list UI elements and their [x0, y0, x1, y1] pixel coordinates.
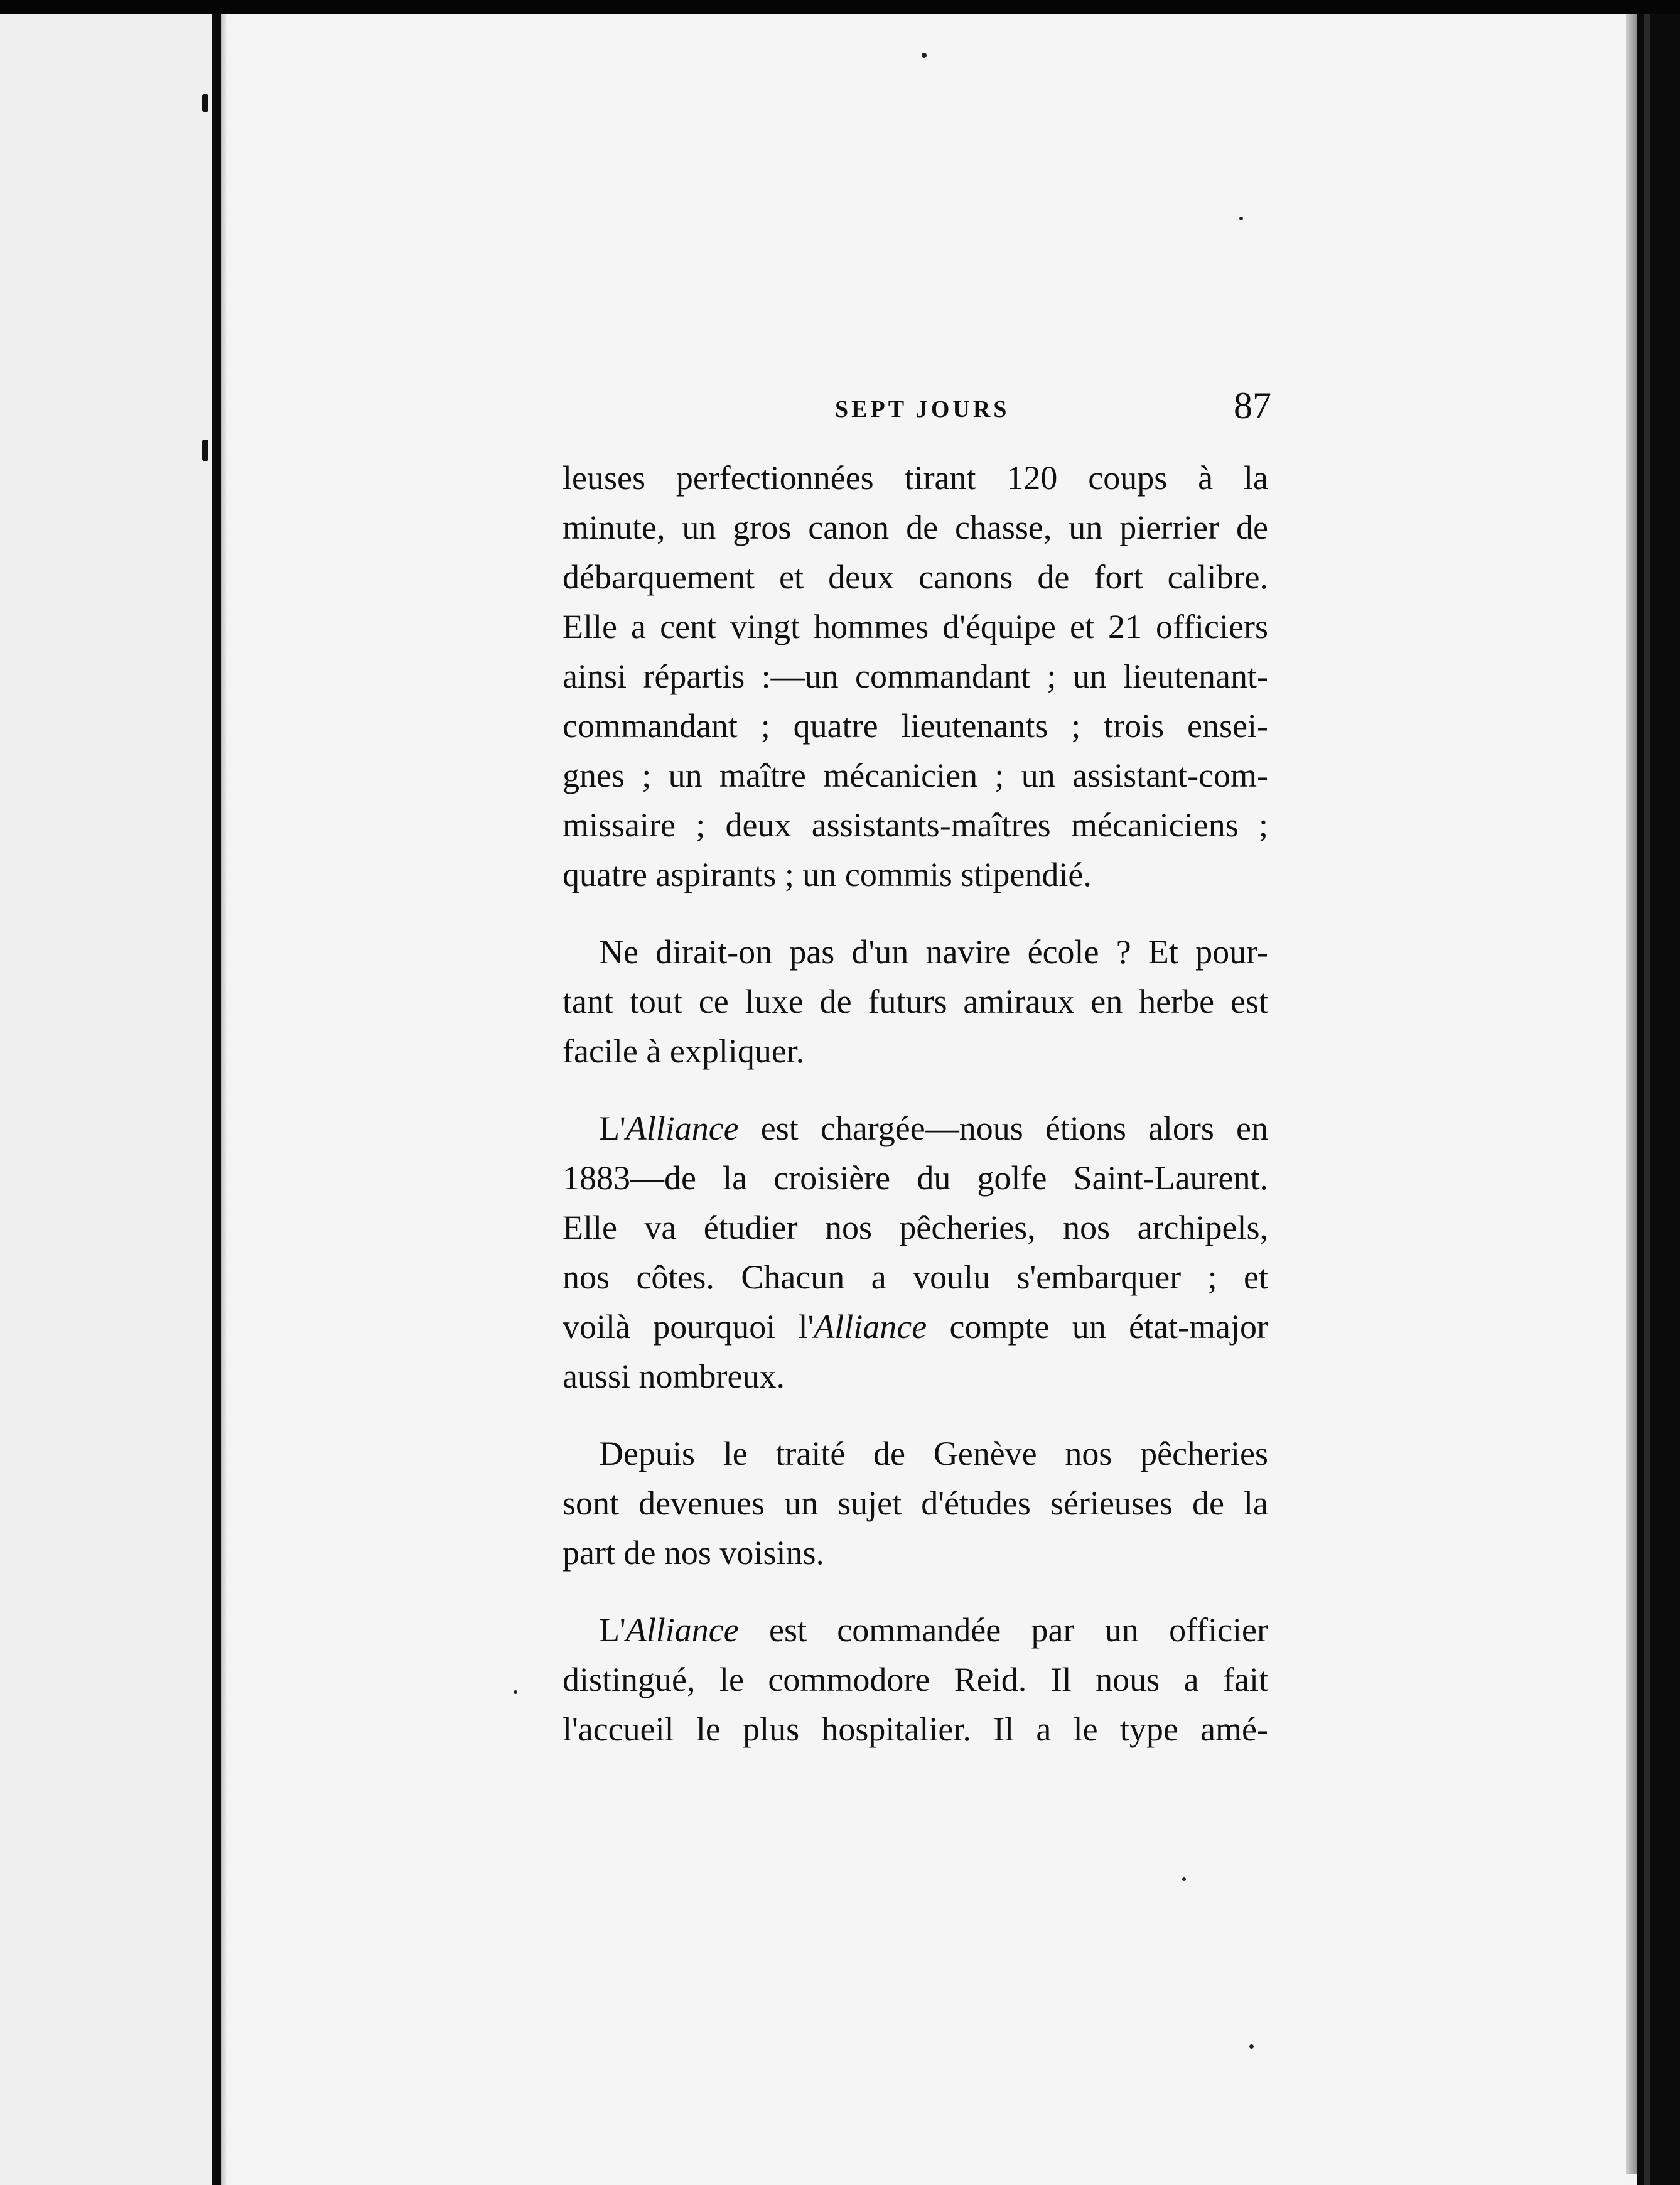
scan-speck	[514, 1690, 517, 1694]
text-line: Ne dirait-on pas d'un navire école ? Et pour-	[599, 933, 1268, 971]
text-line: Elle a cent vingt hommes d'équipe et 21 officiers	[563, 608, 1268, 645]
ship-name: Alliance	[625, 1611, 739, 1649]
scan-speck	[922, 53, 927, 58]
paragraph-gap	[563, 1401, 1268, 1429]
text-line: débarquement et deux canons de fort calibre.	[563, 558, 1268, 596]
paragraph-gap	[563, 900, 1268, 927]
text-line: minute, un gros canon de chasse, un pierrier de	[563, 509, 1268, 546]
text-line	[563, 1302, 1268, 1352]
text-line: facile à expliquer.	[563, 1032, 805, 1070]
page-number: 87	[1234, 385, 1271, 426]
line-segment: voilà pourquoi l'	[563, 1308, 814, 1346]
text-line: nos côtes. Chacun a voulu s'embarquer ; et	[563, 1258, 1268, 1296]
running-head: SEPT JOURS	[835, 396, 1010, 423]
text-line: leuses perfectionnées tirant 120 coups à la	[563, 459, 1268, 497]
book-gutter	[212, 14, 221, 2185]
ship-name: Alliance	[625, 1109, 739, 1147]
text-line: commandant ; quatre lieutenants ; trois ensei-	[563, 707, 1268, 745]
text-line: 1883—de la croisière du golfe Saint-Laurent.	[563, 1159, 1268, 1197]
line-segment: est commandée par un officier	[738, 1611, 1268, 1649]
scan-speck	[1182, 1877, 1186, 1881]
scan-top-border	[0, 0, 1680, 14]
text-line: aussi nombreux.	[563, 1357, 785, 1395]
line-segment: L'	[599, 1611, 626, 1649]
text-line: tant tout ce luxe de futurs amiraux en herbe est	[563, 983, 1268, 1020]
text-line: Elle va étudier nos pêcheries, nos archipels,	[563, 1209, 1268, 1246]
gutter-shadow	[221, 14, 227, 2185]
text-line: ainsi répartis :—un commandant ; un lieutenant-	[563, 657, 1268, 695]
body-text	[563, 453, 1268, 1754]
scan-speck	[1239, 217, 1243, 220]
text-line: missaire ; deux assistants-maîtres mécaniciens ;	[563, 806, 1268, 844]
text-line: Depuis le traité de Genève nos pêcheries	[599, 1435, 1268, 1472]
text-line: distingué, le commodore Reid. Il nous a fait	[563, 1661, 1268, 1698]
scan-speck	[1249, 2044, 1254, 2049]
text-line: sont devenues un sujet d'études sérieuses de la	[563, 1484, 1268, 1522]
text-line: l'accueil le plus hospitalier. Il a le type amé-	[563, 1710, 1268, 1748]
ship-name: Alliance	[814, 1308, 927, 1346]
edge-mark	[202, 440, 208, 461]
facing-page-margin	[0, 14, 213, 2185]
line-segment: est chargée—nous étions alors en	[738, 1109, 1268, 1147]
paragraph-gap	[563, 1578, 1268, 1605]
page-edge	[1626, 14, 1637, 2174]
text-line	[563, 1104, 1268, 1153]
text-line: gnes ; un maître mécanicien ; un assistant-com-	[563, 757, 1268, 794]
paragraph-gap	[563, 1076, 1268, 1104]
edge-mark	[202, 94, 208, 112]
text-line	[563, 1605, 1268, 1655]
scan-right-border-inner	[1644, 14, 1650, 2185]
text-line: quatre aspirants ; un commis stipendié.	[563, 856, 1092, 893]
line-segment: L'	[599, 1109, 626, 1147]
line-segment: compte un état-major	[927, 1308, 1268, 1346]
text-line: part de nos voisins.	[563, 1534, 824, 1572]
